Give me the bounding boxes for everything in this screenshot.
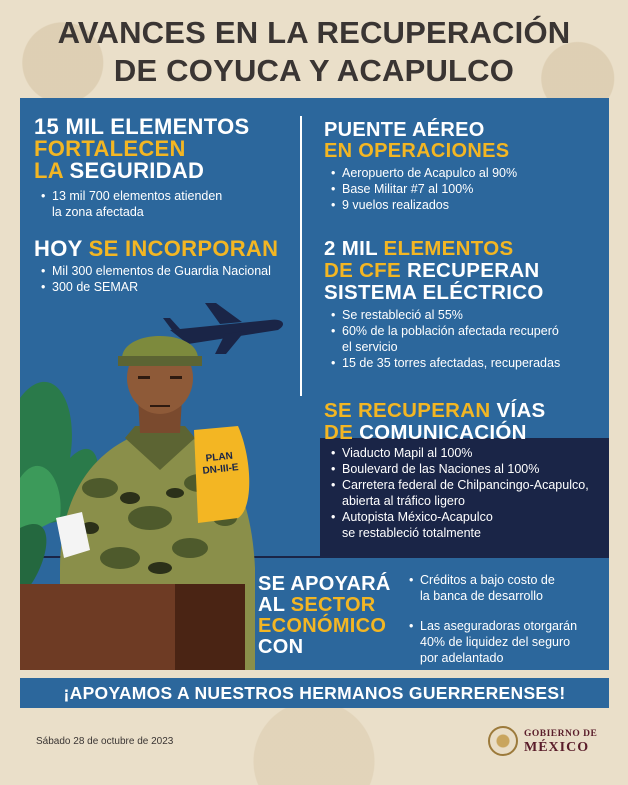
airlift-bullets: [328, 165, 517, 213]
national-seal-icon: [488, 726, 518, 756]
list-item: • Boulevard de las Naciones al 100%: [328, 461, 589, 477]
list-item: • Viaducto Mapil al 100%: [328, 445, 589, 461]
economy-heading-3: ECONÓMICO: [258, 615, 387, 637]
roads-heading: [324, 400, 589, 444]
economy-heading-2b: SECTOR: [290, 594, 376, 616]
economy-heading-1: SE APOYARÁ: [258, 573, 391, 595]
title-line-2: DE COYUCA Y ACAPULCO: [113, 53, 515, 88]
security-heading-line-3a: LA: [34, 158, 70, 183]
airlift-block: [324, 120, 517, 213]
gov-line-2: MÉXICO: [524, 740, 590, 755]
list-item: • 60% de la población afectada recuperó: [328, 323, 560, 339]
security-heading-line-1: 15 MIL ELEMENTOS: [34, 114, 250, 139]
incorporate-heading: [34, 238, 278, 260]
list-item: • 300 de SEMAR: [38, 279, 278, 295]
security-bullets: [38, 188, 249, 220]
list-item: • Las aseguradoras otorgarán: [406, 618, 577, 634]
list-item: se restableció totalmente: [342, 526, 481, 540]
airlift-heading: [324, 120, 517, 162]
list-item: • Se restableció al 55%: [328, 307, 560, 323]
date-label: Sábado 28 de octubre de 2023: [36, 736, 174, 747]
roads-heading-2a: DE: [324, 421, 360, 444]
armband-text: [199, 450, 241, 478]
economy-bullets: [406, 572, 577, 666]
economy-heading-block: [258, 574, 391, 658]
economy-bullets-block: [406, 566, 577, 666]
roads-block: [324, 400, 589, 541]
armband-line-2: DN-III-E: [202, 462, 240, 477]
list-item: • Créditos a bajo costo de: [406, 572, 577, 588]
economy-heading: [258, 574, 391, 658]
info-panel: [20, 98, 609, 670]
cfe-bullets: [328, 307, 560, 371]
roads-heading-1a: SE RECUPERAN: [324, 399, 497, 422]
roads-heading-2b: COMUNICACIÓN: [359, 421, 527, 444]
list-item: • Autopista México-Acapulco: [328, 509, 589, 525]
list-item: abierta al tráfico ligero: [342, 494, 465, 508]
list-item: • Carretera federal de Chilpancingo-Acapulco,: [328, 477, 589, 493]
security-block: [34, 116, 249, 220]
economy-heading-2a: AL: [258, 594, 291, 616]
list-item: • Aeropuerto de Acapulco al 90%: [328, 165, 517, 181]
footer-banner: ¡APOYAMOS A NUESTROS HERMANOS GUERRERENSES!: [20, 678, 609, 708]
economy-heading-4: CON: [258, 636, 304, 658]
list-item: • 15 de 35 torres afectadas, recuperadas: [328, 355, 560, 371]
list-item: por adelantado: [420, 651, 504, 665]
list-item: el servicio: [342, 340, 398, 354]
list-item: la zona afectada: [52, 205, 144, 219]
gov-line-1: GOBIERNO DE: [524, 729, 598, 739]
list-item: la banca de desarrollo: [420, 589, 543, 603]
airlift-heading-line-2: EN OPERACIONES: [324, 140, 510, 162]
airlift-heading-line-1: PUENTE AÉREO: [324, 119, 485, 141]
incorporate-heading-a: HOY: [34, 236, 89, 261]
cfe-heading-2a: DE CFE: [324, 259, 407, 282]
cfe-heading-1a: 2 MIL: [324, 237, 384, 260]
list-item: 40% de liquidez del seguro: [420, 635, 571, 649]
cfe-block: [324, 238, 560, 371]
list-item: • 9 vuelos realizados: [328, 197, 517, 213]
page-title: [0, 14, 628, 90]
list-item: • 13 mil 700 elementos atienden: [38, 188, 249, 204]
list-item: • Mil 300 elementos de Guardia Nacional: [38, 263, 278, 279]
armband-line-1: PLAN: [205, 450, 234, 465]
cfe-heading: [324, 238, 560, 304]
cfe-heading-3: SISTEMA ELÉCTRICO: [324, 281, 544, 304]
list-item: • Base Militar #7 al 100%: [328, 181, 517, 197]
security-heading-line-2: FORTALECEN: [34, 136, 186, 161]
security-heading-line-3b: SEGURIDAD: [69, 158, 205, 183]
roads-bullets: [328, 445, 589, 541]
incorporate-block: [34, 238, 278, 295]
gobierno-logo: [488, 724, 598, 760]
security-heading: [34, 116, 249, 182]
incorporate-heading-b: SE INCORPORAN: [88, 236, 279, 261]
cfe-heading-1b: ELEMENTOS: [383, 237, 514, 260]
cfe-heading-2b: RECUPERAN: [406, 259, 540, 282]
title-line-1: AVANCES EN LA RECUPERACIÓN: [57, 15, 571, 50]
column-divider: [300, 116, 302, 396]
roads-heading-1b: VÍAS: [496, 399, 546, 422]
incorporate-bullets: [38, 263, 278, 295]
